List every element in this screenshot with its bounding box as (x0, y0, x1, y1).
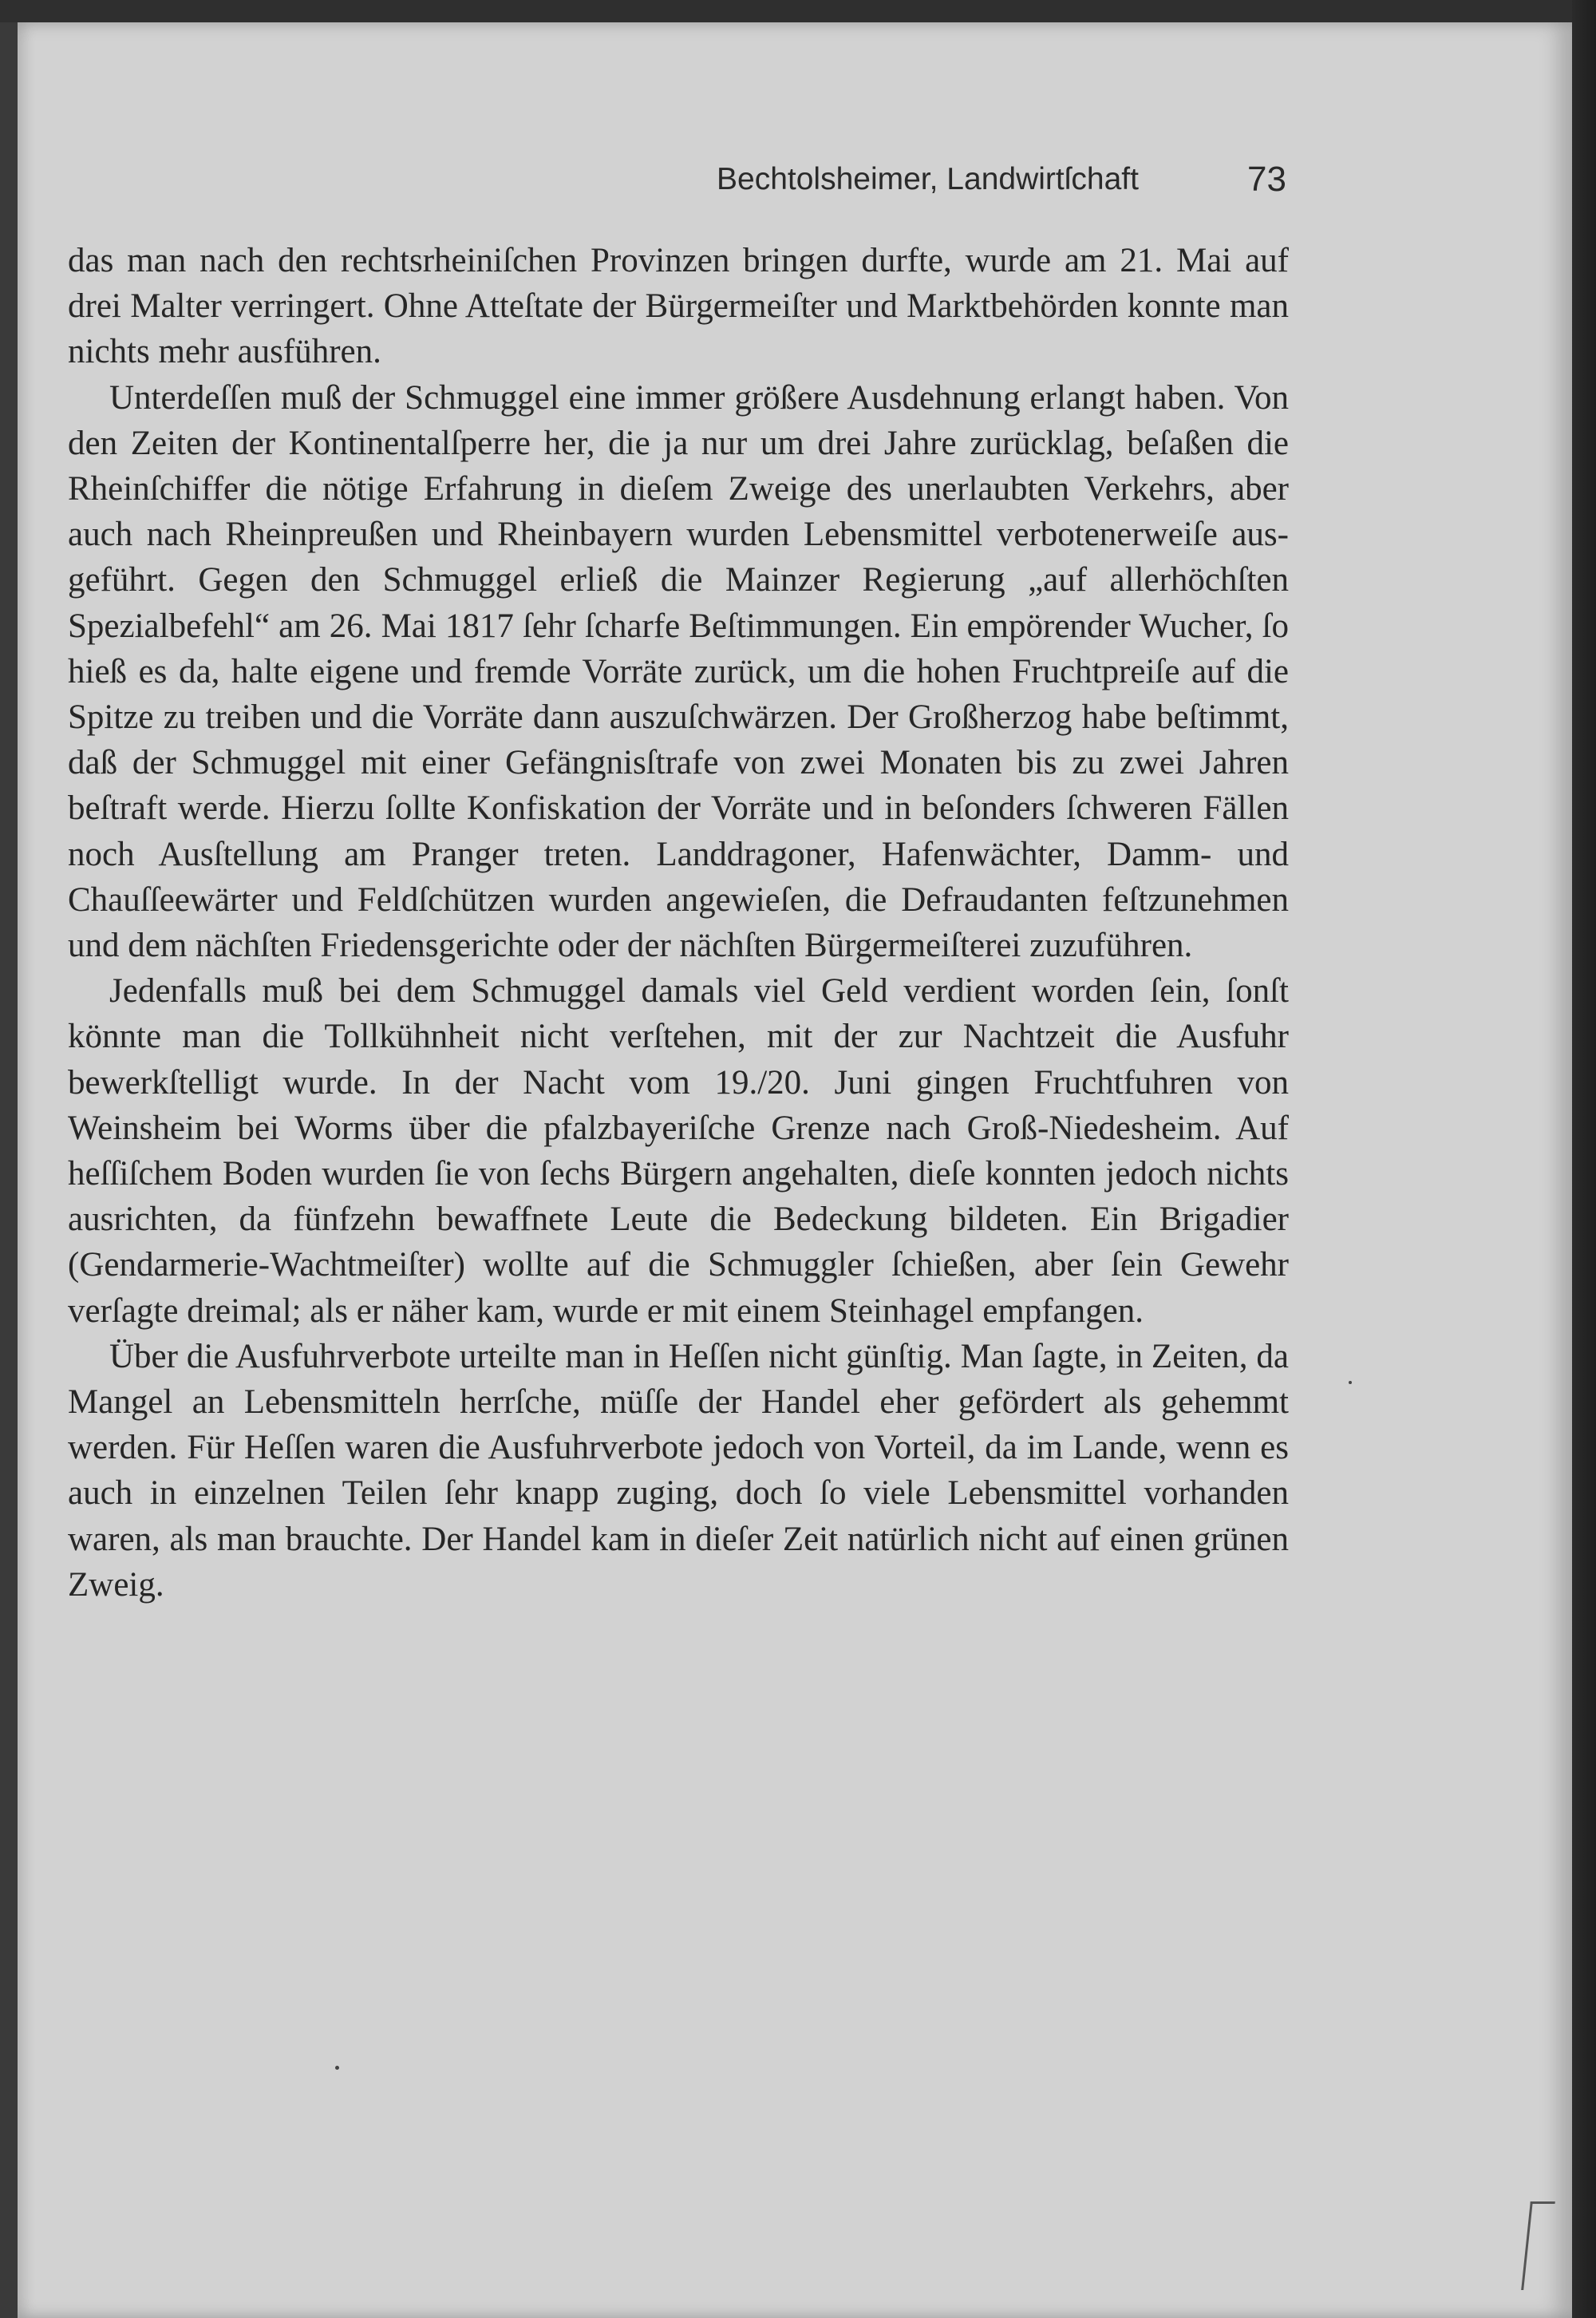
paragraph-3: Jedenfalls muß bei dem Schmuggel damals viel Geld verdient worden ſein, ſonſt könnte man die Tollkühnheit nicht verſtehen, mit der zur Nachtzeit die Ausfuhr bewerkſtelligt wurde. In der Nacht vom 19./20. Juni gingen Fruchtfuhren von Weinsheim bei Worms über die pfalzbayeriſche Grenze nach Groß-Niedesheim. Auf heſſiſchem Boden wurden ſie von ſechs Bürgern angehalten, dieſe konnten jedoch nichts ausrichten, da fünfzehn bewaffnete Leute die Bedeckung bildeten. Ein Brigadier (Gendarmerie-Wachtmeiſter) wollte auf die Schmuggler ſchießen, aber ſein Gewehr verſagte dreimal; als er näher kam, wurde er mit einem Steinhagel empfangen. (68, 972, 1289, 1330)
page-number: 73 (1247, 160, 1286, 199)
running-title: Bechtolsheimer, Landwirtſchaft (717, 162, 1139, 196)
running-head (717, 162, 1291, 207)
paragraph-1: das man nach den rechtsrheiniſchen Provinzen bringen durfte, wurde am 21. Mai auf drei Malter verringert. Ohne Atteſtate der Bürgermeiſter und Marktbehörden konnte man nichts mehr ausführen. (68, 242, 1289, 371)
scan-speck (1349, 1381, 1352, 1384)
scan-speck (335, 2066, 339, 2070)
paragraph-2: Unterdeſſen muß der Schmuggel eine immer größere Ausdehnung erlangt haben. Von den Zeiten der Kontinentalſperre her, die ja nur um drei Jahre zurücklag, beſaßen die Rheinſchiffer die nötige Erfahrung in dieſem Zweige des unerlaubten Verkehrs, aber auch nach Rheinpreußen und Rheinbayern wurden Lebensmittel verbotenerweiſe ausgeführt. Gegen den Schmuggel erließ die Mainzer Regierung „auf allerhöchſten Spezialbefehl“ am 26. Mai 1817 ſehr ſcharfe Beſtimmungen. Ein empörender Wucher, ſo hieß es da, halte eigene und fremde Vorräte zurück, um die hohen Fruchtpreiſe auf die Spitze zu treiben und die Vorräte dann auszuſchwärzen. Der Großherzog habe beſtimmt, daß der Schmuggel mit einer Gefängnisſtrafe von zwei Monaten bis zu zwei Jahren beſtraft werde. Hierzu ſollte Konfiskation der Vorräte und in beſonders ſchweren Fällen noch Ausſtellung am Pranger treten. Landdragoner, Hafenwächter, Damm- und Chauſſeewärter und Feldſchützen wurden angewieſen, die Defraudanten feſtzunehmen und dem nächſten Friedensgerichte oder der nächſten Bürgermeiſterei zuzuführen. (68, 378, 1289, 965)
body-text (68, 238, 1289, 1608)
scan-right-border (1572, 0, 1596, 2318)
paragraph-4: Über die Ausfuhrverbote urteilte man in Heſſen nicht günſtig. Man ſagte, in Zeiten, da Mangel an Lebensmitteln herrſche, müſſe der Handel eher gefördert als gehemmt werden. Für Heſſen waren die Ausfuhrverbote jedoch von Vorteil, da im Lande, wenn es auch in einzelnen Teilen ſehr knapp zuging, doch ſo viele Lebensmittel vorhanden waren, als man brauchte. Der Handel kam in dieſer Zeit natürlich nicht auf einen grünen Zweig. (68, 1337, 1289, 1604)
scan-top-border (0, 0, 1596, 22)
